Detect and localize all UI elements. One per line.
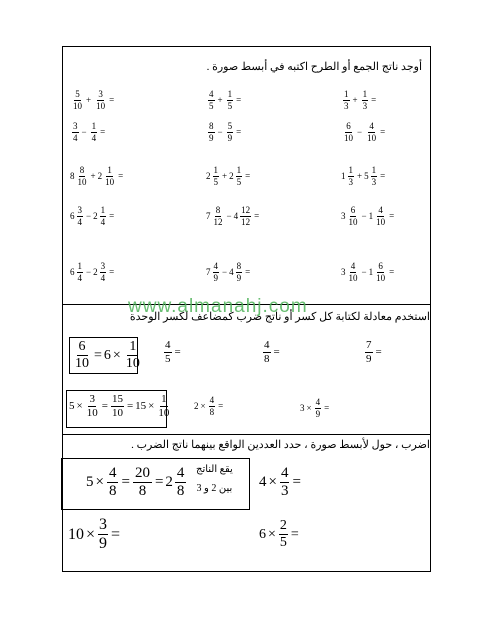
watermark: www.almanahj.com <box>128 296 308 317</box>
s2-item-2: $\frac{4}{8}$ = <box>264 339 280 365</box>
s1-problem: $\frac{8}{9}$ − $\frac{5}{9}$ = <box>209 121 242 143</box>
section3-title: اضرب ، حول لأبسط صورة ، حدد العددين الواقع بينهما ناتج الضرب . <box>131 439 430 451</box>
s3-item-1: 4 × $\frac{4}{3}$ = <box>259 465 301 499</box>
section2-title: استخدم معادلة لكتابة كل كسر أو ناتج ضرب كمضاعف لكسر الوحدة <box>129 311 430 323</box>
s1-problem: $\frac{1}{3}$ + $\frac{1}{3}$ = <box>344 89 377 111</box>
s2-item-5: 3 × $\frac{4}{9}$ = <box>300 397 330 419</box>
s1-problem: $\frac{3}{4}$ − $\frac{1}{4}$ = <box>73 121 106 143</box>
example3-expression: 5 × $\frac{4}{8}$ = $\frac{20}{8}$ = 2 $\frac{4}{8}$ <box>86 465 185 499</box>
example1-expression: $\frac{6}{10}$ = 6 × $\frac{1}{10}$ <box>75 339 140 371</box>
s1-problem: 6 $\frac{3}{4}$ − 2 $\frac{1}{4}$ = <box>70 205 115 227</box>
s3-item-3: 6 × $\frac{2}{5}$ = <box>259 518 299 550</box>
s1-problem: 2 $\frac{1}{5}$ + 2 $\frac{1}{5}$ = <box>206 165 251 187</box>
s1-problem: 7 $\frac{4}{9}$ − 4 $\frac{8}{9}$ = <box>206 261 251 283</box>
section1-title: أوجد ناتج الجمع أو الطرح اكتبه في أبسط صورة . <box>206 61 422 73</box>
s2-item-3: $\frac{7}{9}$ = <box>366 339 382 365</box>
s1-problem: $\frac{5}{10}$ + $\frac{3}{10}$ = <box>73 89 115 111</box>
s2-item-4: 2 × $\frac{4}{8}$ = <box>194 395 224 417</box>
s1-problem: 3 $\frac{4}{10}$ − 1 $\frac{6}{10}$ = <box>341 261 395 283</box>
example3-note <box>196 462 233 496</box>
s1-problem: 7 $\frac{8}{12}$ − 4 $\frac{12}{12}$ = <box>206 205 260 227</box>
s3-item-2: 10 × $\frac{3}{9}$ = <box>68 516 121 552</box>
s1-problem: $\frac{6}{10}$ − $\frac{4}{10}$ = <box>344 121 386 143</box>
example2-expression: 5 × $\frac{3}{10}$ = $\frac{15}{10}$ = 15 × $\frac{1}{10}$ <box>69 393 170 419</box>
note-line-2: بين 2 و 3 <box>196 483 233 494</box>
section-divider-2 <box>62 434 431 435</box>
s2-item-1: $\frac{4}{5}$ = <box>165 339 181 365</box>
s1-problem: $\frac{4}{5}$ + $\frac{1}{5}$ = <box>209 89 242 111</box>
s1-problem: 8 $\frac{8}{10}$ + 2 $\frac{1}{10}$ = <box>70 165 124 187</box>
note-line-1: يقع الناتج <box>196 464 233 475</box>
s1-problem: 3 $\frac{6}{10}$ − 1 $\frac{4}{10}$ = <box>341 205 395 227</box>
s1-problem: 6 $\frac{1}{4}$ − 2 $\frac{3}{4}$ = <box>70 261 115 283</box>
s1-problem: 1 $\frac{1}{3}$ + 5 $\frac{1}{3}$ = <box>341 165 386 187</box>
